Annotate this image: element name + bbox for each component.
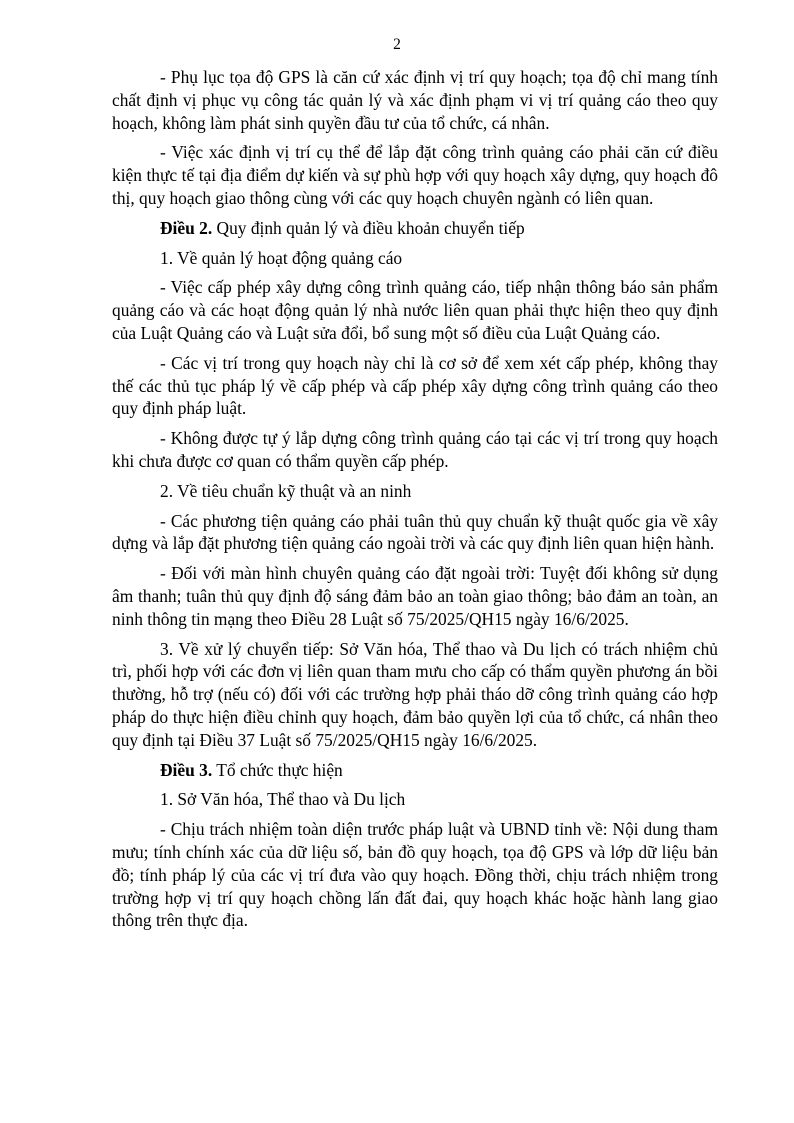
paragraph-responsibility: - Chịu trách nhiệm toàn diện trước pháp luật và UBND tỉnh về: Nội dung tham mưu; tính chính xác của dữ liệu số, bản đồ quy hoạch, tọa độ GPS và lớp dữ liệu bản đồ; tính pháp lý của các vị trí đưa vào quy hoạch. Đồng thời, chịu trách nhiệm trong trường hợp vị trí quy hoạch chồng lấn đất đai, quy hoạch khác hoặc hành lang giao thông trên thực địa. — [112, 819, 718, 931]
article-2-heading — [112, 217, 718, 240]
paragraph-location-determination: - Việc xác định vị trí cụ thể để lắp đặt công trình quảng cáo phải căn cứ điều kiện thực tế tại địa điểm dự kiến và sự phù hợp với quy hoạch xây dựng, quy hoạch đô thị, quy hoạch giao thông cùng với các quy hoạch chuyên ngành có liên quan. — [112, 142, 718, 208]
section-department-heading: 1. Sở Văn hóa, Thể thao và Du lịch — [160, 789, 406, 810]
page-number: 2 — [393, 36, 401, 53]
section-3-transition: 3. Về xử lý chuyển tiếp: Sở Văn hóa, Thể thao và Du lịch có trách nhiệm chủ trì, phối hợp với các đơn vị liên quan tham mưu cho cấp có thẩm quyền phương án bồi thường, hỗ trợ (nếu có) đối với các trường hợp phải tháo dỡ công trình quảng cáo hợp pháp do thực hiện điều chỉnh quy hoạch, đảm bảo quyền lợi của tổ chức, cá nhân theo quy định tại Điều 37 Luật số 75/2025/QH15 ngày 16/6/2025. — [112, 638, 718, 750]
section-2-heading: 2. Về tiêu chuẩn kỹ thuật và an ninh — [160, 480, 412, 501]
paragraph-licensing: - Việc cấp phép xây dựng công trình quảng cáo, tiếp nhận thông báo sản phẩm quảng cáo và các hoạt động quản lý nhà nước liên quan phải thực hiện theo quy định của Luật Quảng cáo và Luật sửa đổi, bổ sung một số điều của Luật Quảng cáo. — [112, 277, 718, 343]
article-2-label: Điều 2. — [160, 217, 213, 238]
paragraph-gps-appendix: - Phụ lục tọa độ GPS là căn cứ xác định vị trí quy hoạch; tọa độ chỉ mang tính chất định vị phục vụ công tác quản lý và xác định phạm vi vị trí quảng cáo theo quy hoạch, không làm phát sinh quyền đầu tư của tổ chức, cá nhân. — [112, 67, 718, 133]
paragraph-planning-basis: - Các vị trí trong quy hoạch này chỉ là cơ sở để xem xét cấp phép, không thay thế các thủ tục pháp lý về cấp phép và cấp phép xây dựng công trình quảng cáo theo quy định pháp luật. — [112, 352, 718, 419]
paragraph-outdoor-screens: - Đối với màn hình chuyên quảng cáo đặt ngoài trời: Tuyệt đối không sử dụng âm thanh; tuân thủ quy định độ sáng đảm bảo an toàn giao thông; bảo đảm an toàn, an ninh thông tin mạng theo Điều 28 Luật số 75/2025/QH15 ngày 16/6/2025. — [112, 563, 718, 629]
paragraph-no-unauthorized: - Không được tự ý lắp dựng công trình quảng cáo tại các vị trí trong quy hoạch khi chưa được cơ quan có thẩm quyền cấp phép. — [112, 428, 718, 471]
article-3-title: Tổ chức thực hiện — [212, 759, 343, 780]
section-1-heading: 1. Về quản lý hoạt động quảng cáo — [160, 247, 403, 268]
article-3-heading — [112, 759, 718, 782]
paragraph-technical-standards: - Các phương tiện quảng cáo phải tuân thủ quy chuẩn kỹ thuật quốc gia về xây dựng và lắp đặt phương tiện quảng cáo ngoài trời và các quy định liên quan hiện hành. — [112, 510, 718, 554]
article-2-title: Quy định quản lý và điều khoản chuyển tiếp — [212, 217, 525, 238]
document-body — [112, 66, 718, 939]
article-3-label: Điều 3. — [160, 759, 213, 780]
